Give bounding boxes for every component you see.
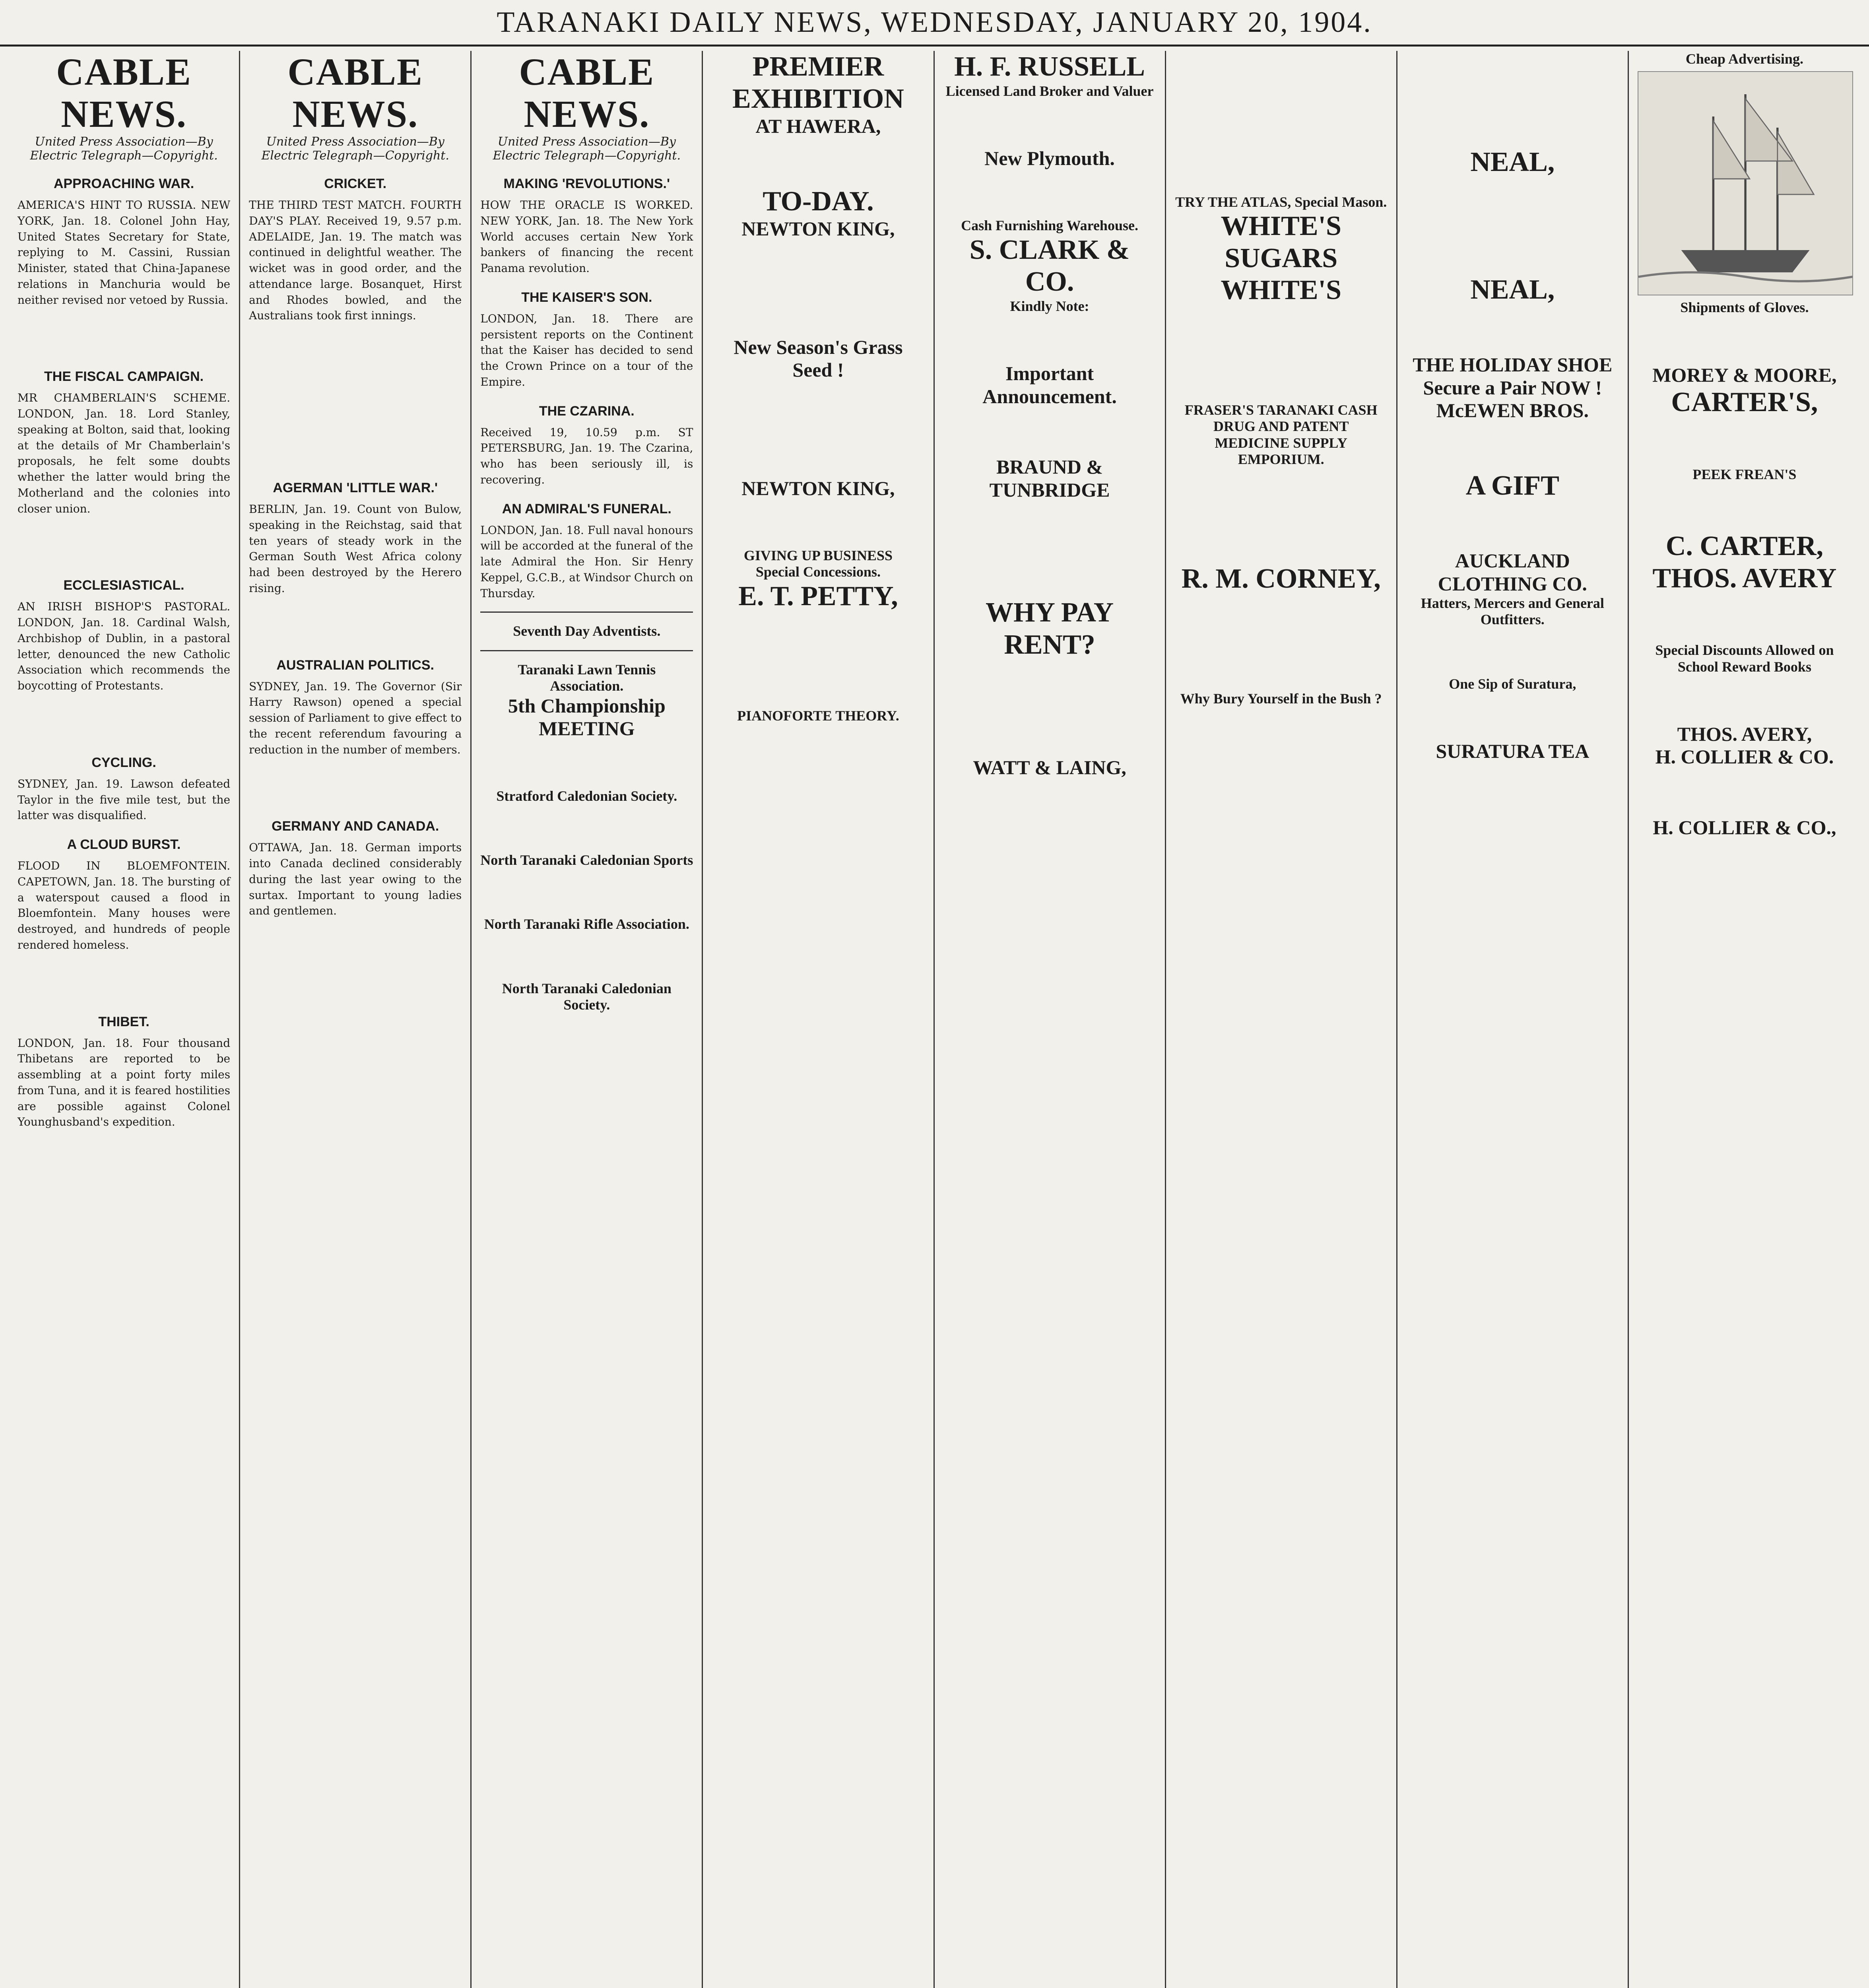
section-heading: GERMANY AND CANADA. [272,819,439,834]
ad-heading: Kindly Note: [1010,298,1089,314]
notice-heading: Stratford Caledonian Society. [496,788,677,804]
ad-heading: WHITE'S [1221,211,1341,242]
ad-heading: AT HAWERA, [755,115,881,137]
ad-heading: NEWTON KING, [741,477,895,499]
ad-heading: McEWEN BROS. [1436,399,1589,421]
notice-heading: North Taranaki Caledonian Society. [502,980,672,1013]
masthead [0,0,1869,47]
article-text: Received 19, 10.59 p.m. ST PETERSBURG, Jan. 19. The Czarina, who has been seriously ill, is recovering. [480,425,693,486]
article-text: MR CHAMBERLAIN'S SCHEME. LONDON, Jan. 18. Lord Stanley, speaking at Bolton, said that, looking at the details of Mr Chamberlain's proposals, he felt some doubts whether the latter would bring the Motherland and the colonies into closer union. [17,391,231,515]
column-4 [703,51,934,1988]
ad-heading: H. COLLIER & CO., [1653,816,1836,839]
cable-news-subtitle: United Press Association—By Electric Telegraph—Copyright. [493,135,681,163]
section-heading: AGERMAN 'LITTLE WAR.' [273,480,438,496]
ad-heading: E. T. PETTY, [738,580,898,612]
ad-heading: THE HOLIDAY SHOE [1413,353,1613,376]
ad-heading: Why Bury Yourself in the Bush ? [1180,690,1382,707]
column-8 [1629,51,1860,1988]
column-1 [9,51,240,1988]
article-text: OTTAWA, Jan. 18. German imports into Canada declined considerably during the last year owing to the surtax. Important to young ladies and gentlemen. [249,841,462,918]
cable-news-heading: CABLE NEWS. [56,51,192,135]
ad-heading: WHITE'S [1221,275,1341,306]
ad-heading: PREMIER [752,51,884,82]
ad-heading: New Season's Grass Seed ! [734,336,903,381]
section-heading: CYCLING. [91,755,156,770]
column-7 [1397,51,1629,1988]
notice-heading: North Taranaki Caledonian Sports [480,852,693,868]
ad-heading: Licensed Land Broker and Valuer [945,83,1154,99]
section-heading: AN ADMIRAL'S FUNERAL. [502,501,672,516]
ad-heading: One Sip of Suratura, [1449,676,1576,692]
article-text: SYDNEY, Jan. 19. The Governor (Sir Harry Rawson) opened a special session of Parliament to give effect to the recent referendum favouring a reduction in the number of members. [249,679,462,756]
ad-heading: SUGARS [1225,243,1338,274]
ad-heading: Cheap Advertising. [1685,51,1803,67]
section-heading: CRICKET. [324,176,387,192]
cable-news-heading: CABLE NEWS. [519,51,655,135]
article-text: LONDON, Jan. 18. Four thousand Thibetans are reported to be assembling at a point forty miles from Tuna, and it is feared hostilities are possible against Colonel Younghusband's expedition. [17,1036,231,1129]
ad-heading: Hatters, Mercers and General Outfitters. [1421,595,1604,628]
article-text: THE THIRD TEST MATCH. FOURTH DAY'S PLAY. Received 19, 9.57 p.m. ADELAIDE, Jan. 19. The match was continued in delightful weather. The wicket was in good order, and the attendance large. Bosanquet, Hirst and Rhodes bowled, and the Australians took first innings. [249,198,462,322]
page-columns [9,51,1860,1988]
ad-heading: Special Discounts Allowed on School Reward Books [1655,642,1834,675]
notice-heading: 5th Championship MEETING [508,694,666,740]
ad-heading: S. CLARK & CO. [969,234,1130,297]
ad-heading: FRASER'S TARANAKI CASH DRUG AND PATENT MEDICINE SUPPLY EMPORIUM. [1184,402,1378,468]
ad-heading: TRY THE ATLAS, Special Mason. [1175,194,1387,210]
article-text: LONDON, Jan. 18. Full naval honours will be accorded at the funeral of the late Admiral the Hon. Sir Henry Keppel, G.C.B., at Windsor Church on Thursday. [480,523,693,600]
ad-heading: THOS. AVERY, [1677,722,1812,745]
ad-heading: A GIFT [1465,470,1559,501]
article-text: SYDNEY, Jan. 19. Lawson defeated Taylor in the five mile test, but the latter was disqualified. [17,777,231,822]
notice-heading: Taranaki Lawn Tennis Association. [518,661,656,694]
ad-heading: EXHIBITION [732,83,904,114]
ad-heading: Cash Furnishing Warehouse. [961,217,1138,234]
column-3 [472,51,703,1988]
ad-heading: R. M. CORNEY, [1181,563,1381,594]
column-2 [240,51,472,1988]
section-heading: ECCLESIASTICAL. [63,578,184,593]
newspaper-title: TARANAKI DAILY NEWS, WEDNESDAY, JANUARY 20, 1904. [497,6,1372,39]
ad-heading: PEEK FREAN'S [1692,466,1797,482]
ad-heading: New Plymouth. [984,147,1115,169]
ad-heading: THOS. AVERY [1652,563,1837,594]
section-heading: THE CZARINA. [539,403,635,419]
sailing-ship-illustration [1638,71,1853,295]
ad-heading: H. F. RUSSELL [954,51,1145,82]
ad-heading: Shipments of Gloves. [1680,299,1809,316]
section-heading: THE KAISER'S SON. [521,289,652,305]
ad-heading: NEWTON KING, [741,217,895,240]
ad-heading: GIVING UP BUSINESS [743,547,893,563]
section-heading: AUSTRALIAN POLITICS. [276,657,435,673]
column-6 [1166,51,1397,1988]
ad-heading: AUCKLAND CLOTHING CO. [1438,549,1587,595]
section-heading: THE FISCAL CAMPAIGN. [44,369,204,384]
ad-heading: WATT & LAING, [973,756,1126,779]
ad-heading: Special Concessions. [755,564,881,580]
ad-heading: MOREY & MOORE, [1652,363,1837,386]
cable-news-subtitle: United Press Association—By Electric Telegraph—Copyright. [30,135,218,163]
ad-heading: C. CARTER, [1665,531,1824,562]
article-text: FLOOD IN BLOEMFONTEIN. CAPETOWN, Jan. 18. The bursting of a waterspout caused a flood in Bloemfontein. Many houses were destroyed, and hundreds of people rendered homeless. [17,859,231,951]
section-heading: MAKING 'REVOLUTIONS.' [503,176,670,192]
ad-heading: Important Announcement. [982,362,1117,408]
article-text: AN IRISH BISHOP'S PASTORAL. LONDON, Jan. 18. Cardinal Walsh, Archbishop of Dublin, in a pastoral letter, denounced the new Catholic Association which recommends the boycotting of Protestants. [17,600,231,693]
ad-heading: TO-DAY. [763,186,874,217]
notice-heading: Seventh Day Adventists. [513,623,661,639]
section-heading: A CLOUD BURST. [67,837,181,852]
article-text: AMERICA'S HINT TO RUSSIA. NEW YORK, Jan. 18. Colonel John Hay, United States Secretary for State, replying to M. Cassini, Russian Minister, stated that China-Japanese relations in Manchuria would be neither revised nor vetoed by Russia. [17,198,231,307]
ad-heading: H. COLLIER & CO. [1655,746,1834,768]
section-heading: THIBET. [98,1014,149,1029]
ad-heading: SURATURA TEA [1436,740,1590,763]
ad-heading: WHY PAY RENT? [985,597,1114,660]
ad-heading: PIANOFORTE THEORY. [737,708,899,724]
ad-heading: BRAUND & TUNBRIDGE [989,456,1110,501]
notice-heading: North Taranaki Rifle Association. [484,916,689,932]
cable-news-subtitle: United Press Association—By Electric Telegraph—Copyright. [261,135,449,163]
section-heading: APPROACHING WAR. [53,176,194,192]
ad-heading: CARTER'S, [1671,387,1818,418]
article-text: HOW THE ORACLE IS WORKED. NEW YORK, Jan. 18. The New York World accuses certain New York bankers of financing the recent Panama revolution. [480,198,693,275]
article-text: BERLIN, Jan. 19. Count von Bulow, speaking in the Reichstag, said that ten years of steady work in the German South West Africa colony had been destroyed by the Herero rising. [249,503,462,595]
cable-news-heading: CABLE NEWS. [287,51,423,135]
column-5 [935,51,1166,1988]
ad-heading: NEAL, [1470,274,1555,305]
article-text: LONDON, Jan. 18. There are persistent reports on the Continent that the Kaiser has decided to send the Crown Prince on a tour of the Empire. [480,312,693,388]
ad-heading: Secure a Pair NOW ! [1423,376,1602,399]
ad-heading: NEAL, [1470,147,1555,177]
